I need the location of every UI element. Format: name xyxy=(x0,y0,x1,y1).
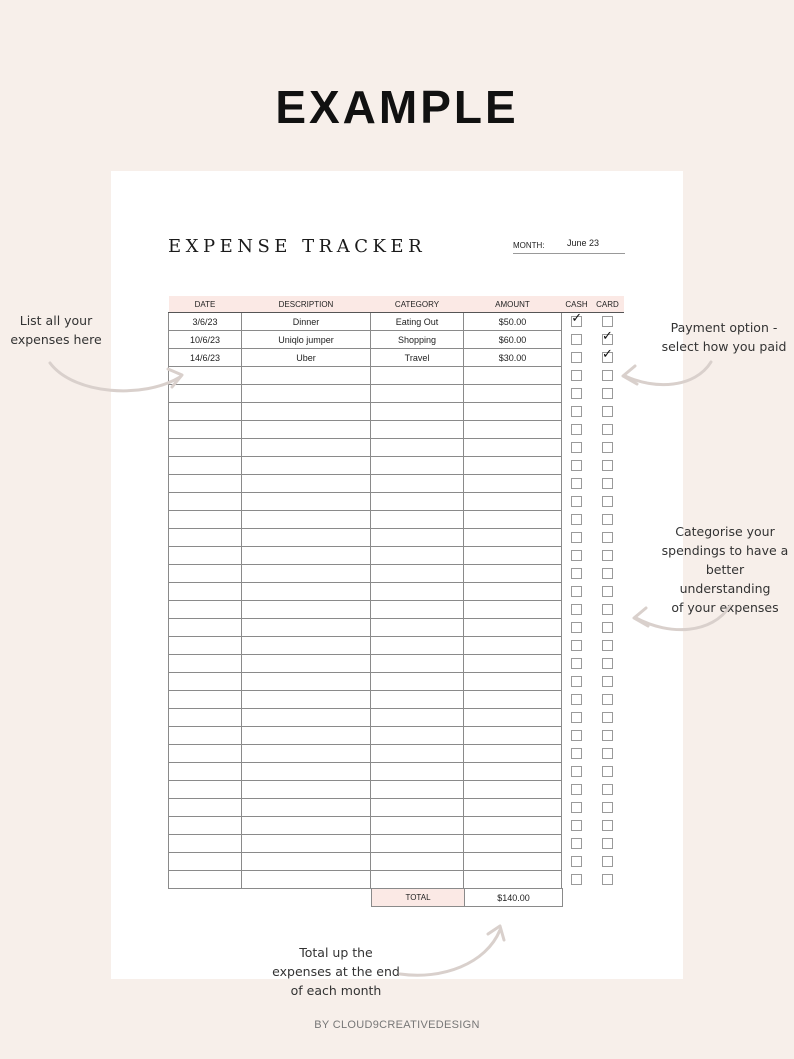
cell-amount[interactable] xyxy=(464,367,562,385)
cell-description[interactable]: Dinner xyxy=(242,313,371,331)
cell-category[interactable] xyxy=(371,817,464,835)
cash-checkbox[interactable] xyxy=(571,838,582,849)
cash-checkbox[interactable] xyxy=(571,622,582,633)
cell-amount[interactable] xyxy=(464,745,562,763)
cell-date[interactable] xyxy=(169,655,242,673)
cell-category[interactable] xyxy=(371,655,464,673)
cell-category[interactable] xyxy=(371,421,464,439)
cash-checkbox[interactable] xyxy=(571,310,583,327)
cash-checkbox[interactable] xyxy=(571,406,582,417)
cell-date[interactable] xyxy=(169,403,242,421)
cell-category[interactable] xyxy=(371,763,464,781)
cell-amount[interactable] xyxy=(464,511,562,529)
card-checkbox[interactable] xyxy=(602,856,613,867)
cell-category[interactable] xyxy=(371,565,464,583)
cell-description[interactable] xyxy=(242,781,371,799)
cell-amount[interactable] xyxy=(464,583,562,601)
card-checkbox[interactable] xyxy=(602,748,613,759)
cash-checkbox[interactable] xyxy=(571,550,582,561)
cell-date[interactable] xyxy=(169,799,242,817)
cell-category[interactable] xyxy=(371,529,464,547)
cell-amount[interactable] xyxy=(464,781,562,799)
card-checkbox[interactable] xyxy=(602,694,613,705)
cell-category[interactable] xyxy=(371,439,464,457)
cell-description[interactable] xyxy=(242,493,371,511)
card-checkbox[interactable] xyxy=(602,604,613,615)
cash-checkbox[interactable] xyxy=(571,802,582,813)
cell-date[interactable] xyxy=(169,835,242,853)
cell-date[interactable] xyxy=(169,727,242,745)
cell-amount[interactable] xyxy=(464,547,562,565)
table-row xyxy=(169,781,624,799)
table-row xyxy=(169,547,624,565)
cell-amount[interactable] xyxy=(464,691,562,709)
cell-date[interactable] xyxy=(169,547,242,565)
cell-category[interactable] xyxy=(371,637,464,655)
cash-checkbox[interactable] xyxy=(571,496,582,507)
cash-checkbox[interactable] xyxy=(571,748,582,759)
cell-description[interactable] xyxy=(242,655,371,673)
cell-amount[interactable] xyxy=(464,853,562,871)
total-value[interactable]: $140.00 xyxy=(465,889,563,907)
cell-description[interactable] xyxy=(242,619,371,637)
card-checkbox[interactable] xyxy=(602,730,613,741)
cell-description[interactable] xyxy=(242,385,371,403)
cell-description[interactable] xyxy=(242,439,371,457)
card-checkbox[interactable] xyxy=(602,802,613,813)
card-checkbox[interactable] xyxy=(602,424,613,435)
cash-checkbox[interactable] xyxy=(571,694,582,705)
cash-checkbox[interactable] xyxy=(571,766,582,777)
arrow-to-table-icon xyxy=(44,355,194,405)
cell-description[interactable] xyxy=(242,475,371,493)
cell-description[interactable] xyxy=(242,871,371,889)
check-mark-icon: ✓ xyxy=(602,346,613,362)
cell-date[interactable] xyxy=(169,619,242,637)
cell-date[interactable] xyxy=(169,529,242,547)
card-checkbox[interactable] xyxy=(602,346,613,363)
card-checkbox[interactable] xyxy=(602,550,613,561)
table-row xyxy=(169,691,624,709)
cash-checkbox[interactable] xyxy=(571,676,582,687)
card-checkbox[interactable] xyxy=(602,784,613,795)
cell-description[interactable] xyxy=(242,853,371,871)
card-checkbox[interactable] xyxy=(602,766,613,777)
cell-date[interactable]: 10/6/23 xyxy=(169,331,242,349)
cell-date[interactable] xyxy=(169,583,242,601)
table-row xyxy=(169,817,624,835)
cell-date[interactable] xyxy=(169,763,242,781)
cell-description[interactable] xyxy=(242,691,371,709)
footer-credit: BY CLOUD9CREATIVEDESIGN xyxy=(314,1019,480,1031)
arrow-to-payment-icon xyxy=(615,356,720,392)
cell-date[interactable] xyxy=(169,691,242,709)
table-row xyxy=(169,367,624,385)
cash-checkbox[interactable] xyxy=(571,604,582,615)
cell-category[interactable]: Eating Out xyxy=(371,313,464,331)
card-checkbox[interactable] xyxy=(602,316,613,327)
cell-date[interactable]: 3/6/23 xyxy=(169,313,242,331)
month-value[interactable]: June 23 xyxy=(567,238,600,248)
card-checkbox[interactable] xyxy=(602,370,613,381)
card-checkbox[interactable] xyxy=(602,478,613,489)
card-checkbox[interactable] xyxy=(602,622,613,633)
arrow-to-category-icon xyxy=(626,600,738,638)
card-checkbox[interactable] xyxy=(602,874,613,885)
month-underline xyxy=(513,253,625,254)
cell-description[interactable] xyxy=(242,403,371,421)
cash-checkbox[interactable] xyxy=(571,820,582,831)
cell-date[interactable] xyxy=(169,817,242,835)
cell-category[interactable] xyxy=(371,619,464,637)
cell-description[interactable] xyxy=(242,367,371,385)
cash-checkbox[interactable] xyxy=(571,532,582,543)
cash-checkbox[interactable] xyxy=(571,658,582,669)
note-total: Total up the expenses at the end of each month xyxy=(272,945,400,998)
cell-date[interactable] xyxy=(169,475,242,493)
card-checkbox[interactable] xyxy=(602,586,613,597)
cell-amount[interactable] xyxy=(464,637,562,655)
cell-category[interactable] xyxy=(371,475,464,493)
cell-description[interactable] xyxy=(242,673,371,691)
cell-date[interactable] xyxy=(169,565,242,583)
card-checkbox[interactable] xyxy=(602,388,613,399)
cell-description[interactable]: Uber xyxy=(242,349,371,367)
cash-checkbox[interactable] xyxy=(571,424,582,435)
table-row xyxy=(169,799,624,817)
cell-category[interactable]: Shopping xyxy=(371,331,464,349)
table-row xyxy=(169,835,624,853)
total-row xyxy=(371,888,563,907)
cash-checkbox[interactable] xyxy=(571,784,582,795)
cell-category[interactable] xyxy=(371,673,464,691)
cell-date[interactable] xyxy=(169,601,242,619)
sheet-title: EXPENSE TRACKER xyxy=(168,236,427,257)
cell-description[interactable] xyxy=(242,601,371,619)
expense-table xyxy=(168,296,624,889)
note-list-expenses: List all your expenses here xyxy=(10,313,102,347)
cell-category[interactable] xyxy=(371,835,464,853)
cell-category[interactable] xyxy=(371,403,464,421)
table-row xyxy=(169,403,624,421)
cell-category[interactable] xyxy=(371,799,464,817)
cell-category[interactable] xyxy=(371,583,464,601)
cell-amount[interactable] xyxy=(464,457,562,475)
cell-description[interactable] xyxy=(242,835,371,853)
header-card: CARD xyxy=(592,296,624,313)
cell-amount[interactable] xyxy=(464,421,562,439)
cash-checkbox[interactable] xyxy=(571,568,582,579)
cell-category[interactable] xyxy=(371,511,464,529)
cell-amount[interactable] xyxy=(464,619,562,637)
cell-amount[interactable] xyxy=(464,763,562,781)
headline: EXAMPLE xyxy=(275,81,519,133)
cash-checkbox[interactable] xyxy=(571,370,582,381)
cash-checkbox[interactable] xyxy=(571,586,582,597)
cell-amount[interactable] xyxy=(464,403,562,421)
cell-description[interactable] xyxy=(242,547,371,565)
card-checkbox[interactable] xyxy=(602,532,613,543)
table-row xyxy=(169,349,624,367)
table-row xyxy=(169,655,624,673)
table-row xyxy=(169,619,624,637)
cell-amount[interactable] xyxy=(464,655,562,673)
table-row xyxy=(169,565,624,583)
table-row xyxy=(169,853,624,871)
cell-category[interactable]: Travel xyxy=(371,349,464,367)
card-checkbox[interactable] xyxy=(602,460,613,471)
cell-date[interactable] xyxy=(169,493,242,511)
cell-amount[interactable] xyxy=(464,529,562,547)
card-checkbox[interactable] xyxy=(602,514,613,525)
cell-amount[interactable] xyxy=(464,385,562,403)
table-row xyxy=(169,871,624,889)
table-row xyxy=(169,727,624,745)
card-checkbox[interactable] xyxy=(602,838,613,849)
cell-date[interactable] xyxy=(169,511,242,529)
cell-amount[interactable] xyxy=(464,871,562,889)
cell-date[interactable] xyxy=(169,439,242,457)
cell-description[interactable] xyxy=(242,457,371,475)
cell-amount[interactable] xyxy=(464,817,562,835)
table-row xyxy=(169,421,624,439)
cell-description[interactable] xyxy=(242,727,371,745)
cell-category[interactable] xyxy=(371,781,464,799)
header-amount: AMOUNT xyxy=(464,296,562,313)
card-checkbox[interactable] xyxy=(602,496,613,507)
table-row xyxy=(169,637,624,655)
table-row xyxy=(169,763,624,781)
table-header-row xyxy=(169,296,624,313)
cell-description[interactable] xyxy=(242,565,371,583)
cell-description[interactable] xyxy=(242,583,371,601)
cell-amount[interactable] xyxy=(464,673,562,691)
month-label: MONTH: xyxy=(513,241,545,250)
cell-date[interactable] xyxy=(169,709,242,727)
cell-description[interactable] xyxy=(242,529,371,547)
cash-checkbox[interactable] xyxy=(571,730,582,741)
cell-category[interactable] xyxy=(371,691,464,709)
table-row xyxy=(169,529,624,547)
cash-checkbox[interactable] xyxy=(571,514,582,525)
table-row xyxy=(169,331,624,349)
cell-date[interactable] xyxy=(169,673,242,691)
cell-amount[interactable] xyxy=(464,493,562,511)
cell-category[interactable] xyxy=(371,547,464,565)
cell-category[interactable] xyxy=(371,727,464,745)
table-row xyxy=(169,313,624,331)
cash-checkbox[interactable] xyxy=(571,442,582,453)
table-row xyxy=(169,493,624,511)
cell-amount[interactable]: $50.00 xyxy=(464,313,562,331)
card-checkbox[interactable] xyxy=(602,658,613,669)
cell-category[interactable] xyxy=(371,745,464,763)
table-row xyxy=(169,745,624,763)
cell-category[interactable] xyxy=(371,709,464,727)
check-mark-icon: ✓ xyxy=(571,310,583,326)
card-checkbox[interactable] xyxy=(602,676,613,687)
cash-checkbox[interactable] xyxy=(571,334,582,345)
cell-date[interactable] xyxy=(169,637,242,655)
cash-checkbox[interactable] xyxy=(571,712,582,723)
card-checkbox[interactable] xyxy=(602,328,613,345)
cell-amount[interactable] xyxy=(464,475,562,493)
cell-date[interactable] xyxy=(169,781,242,799)
cell-description[interactable] xyxy=(242,817,371,835)
note-payment-option: Payment option - select how you paid xyxy=(661,320,787,354)
header-cash: CASH xyxy=(562,296,592,313)
cell-category[interactable] xyxy=(371,385,464,403)
cell-category[interactable] xyxy=(371,853,464,871)
cell-description[interactable] xyxy=(242,763,371,781)
cell-amount[interactable] xyxy=(464,439,562,457)
cell-amount[interactable] xyxy=(464,799,562,817)
cell-category[interactable] xyxy=(371,601,464,619)
header-category: CATEGORY xyxy=(371,296,464,313)
note-categorise: Categorise your spendings to have a better understanding of your expenses xyxy=(661,524,789,615)
header-description: DESCRIPTION xyxy=(242,296,371,313)
total-label: TOTAL xyxy=(372,889,465,907)
cash-checkbox[interactable] xyxy=(571,856,582,867)
cell-category[interactable] xyxy=(371,871,464,889)
table-row xyxy=(169,601,624,619)
cash-checkbox[interactable] xyxy=(571,874,582,885)
table-row xyxy=(169,673,624,691)
cell-description[interactable] xyxy=(242,421,371,439)
table-row xyxy=(169,457,624,475)
table-row xyxy=(169,385,624,403)
cell-description[interactable] xyxy=(242,637,371,655)
cell-category[interactable] xyxy=(371,457,464,475)
table-row xyxy=(169,439,624,457)
cell-description[interactable] xyxy=(242,709,371,727)
cell-date[interactable] xyxy=(169,421,242,439)
cell-date[interactable]: 14/6/23 xyxy=(169,349,242,367)
card-checkbox[interactable] xyxy=(602,406,613,417)
card-checkbox[interactable] xyxy=(602,442,613,453)
card-checkbox[interactable] xyxy=(602,568,613,579)
cell-date[interactable] xyxy=(169,457,242,475)
table-row xyxy=(169,475,624,493)
cell-description[interactable]: Uniqlo jumper xyxy=(242,331,371,349)
card-checkbox[interactable] xyxy=(602,712,613,723)
cell-date[interactable] xyxy=(169,853,242,871)
cell-amount[interactable] xyxy=(464,835,562,853)
arrow-to-total-icon xyxy=(392,920,512,982)
cell-amount[interactable] xyxy=(464,565,562,583)
cash-checkbox[interactable] xyxy=(571,352,582,363)
cell-amount[interactable] xyxy=(464,709,562,727)
table-row xyxy=(169,709,624,727)
card-checkbox[interactable] xyxy=(602,640,613,651)
cell-date[interactable] xyxy=(169,745,242,763)
cell-category[interactable] xyxy=(371,493,464,511)
cell-category[interactable] xyxy=(371,367,464,385)
cash-checkbox[interactable] xyxy=(571,478,582,489)
cell-description[interactable] xyxy=(242,511,371,529)
cell-amount[interactable]: $60.00 xyxy=(464,331,562,349)
header-date: DATE xyxy=(169,296,242,313)
expense-tracker-sheet xyxy=(111,171,683,979)
cell-date[interactable] xyxy=(169,871,242,889)
cash-checkbox[interactable] xyxy=(571,640,582,651)
cell-amount[interactable] xyxy=(464,601,562,619)
cell-description[interactable] xyxy=(242,799,371,817)
cell-amount[interactable] xyxy=(464,727,562,745)
cash-checkbox[interactable] xyxy=(571,388,582,399)
card-checkbox[interactable] xyxy=(602,820,613,831)
table-row xyxy=(169,583,624,601)
cell-amount[interactable]: $30.00 xyxy=(464,349,562,367)
check-mark-icon: ✓ xyxy=(602,328,613,344)
cash-checkbox[interactable] xyxy=(571,460,582,471)
cell-description[interactable] xyxy=(242,745,371,763)
table-row xyxy=(169,511,624,529)
